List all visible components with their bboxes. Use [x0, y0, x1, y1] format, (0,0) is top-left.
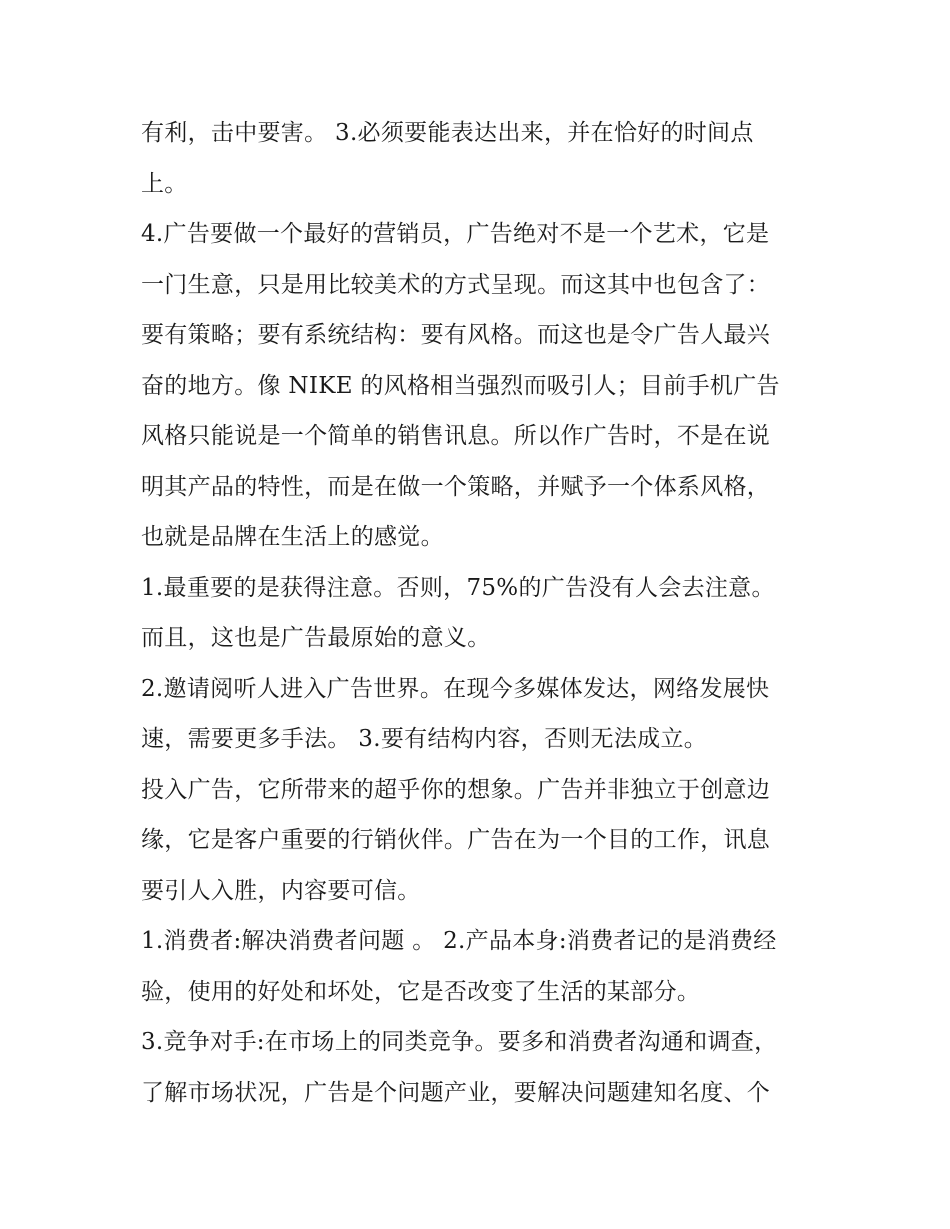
- text-line: 也就是品牌在生活上的感觉。: [141, 524, 444, 550]
- text-line: 要引人入胜，内容要可信。: [141, 877, 421, 904]
- text-line: 1.消费者:解决消费者问题 。 2.产品本身:消费者记的是消费经: [141, 928, 777, 954]
- text-line: 风格只能说是一个简单的销售讯息。所以作广告时，不是在说: [141, 423, 771, 449]
- text-line: 明其产品的特性，而是在做一个策略，并赋予一个体系风格，: [141, 473, 771, 500]
- text-line: 一门生意，只是用比较美术的方式呈现。而这其中也包含了：: [141, 271, 771, 298]
- document-body: [141, 108, 821, 1118]
- paragraph-7: [141, 1017, 821, 1118]
- paragraph-2: [141, 209, 821, 563]
- text-line: 4.广告要做一个最好的营销员，广告绝对不是一个艺术，它是: [141, 221, 770, 247]
- paragraph-1: [141, 108, 821, 209]
- text-line: 要有策略；要有系统结构：要有风格。而这也是令广告人最兴: [141, 322, 771, 348]
- text-line: 2.邀请阅听人进入广告世界。在现今多媒体发达，网络发展快: [141, 675, 770, 702]
- text-line: 了解市场状况，广告是个问题产业，要解决问题建知名度、个: [141, 1079, 771, 1106]
- text-line: 有利，击中要害。 3.必须要能表达出来，并在恰好的时间点: [141, 120, 754, 146]
- text-line: 而且，这也是广告最原始的意义。: [141, 625, 491, 651]
- text-line: 1.最重要的是获得注意。否则，75%的广告没有人会去注意。: [141, 574, 775, 601]
- text-line: 缘，它是客户重要的行销伙伴。广告在为一个目的工作，讯息: [141, 827, 771, 853]
- text-line: 上。: [141, 170, 188, 197]
- text-line: 奋的地方。像 NIKE 的风格相当强烈而吸引人；目前手机广告: [141, 372, 780, 399]
- text-line: 投入广告，它所带来的超乎你的想象。广告并非独立于创意边: [141, 776, 771, 803]
- paragraph-6: [141, 916, 821, 1017]
- paragraph-5: [141, 765, 821, 917]
- paragraph-3: [141, 563, 821, 664]
- paragraph-4: [141, 664, 821, 765]
- text-line: 速，需要更多手法。 3.要有结构内容，否则无法成立。: [141, 726, 708, 752]
- text-line: 3.竞争对手:在市场上的同类竞争。要多和消费者沟通和调查，: [141, 1029, 778, 1055]
- text-line: 验，使用的好处和坏处，它是否改变了生活的某部分。: [141, 978, 701, 1005]
